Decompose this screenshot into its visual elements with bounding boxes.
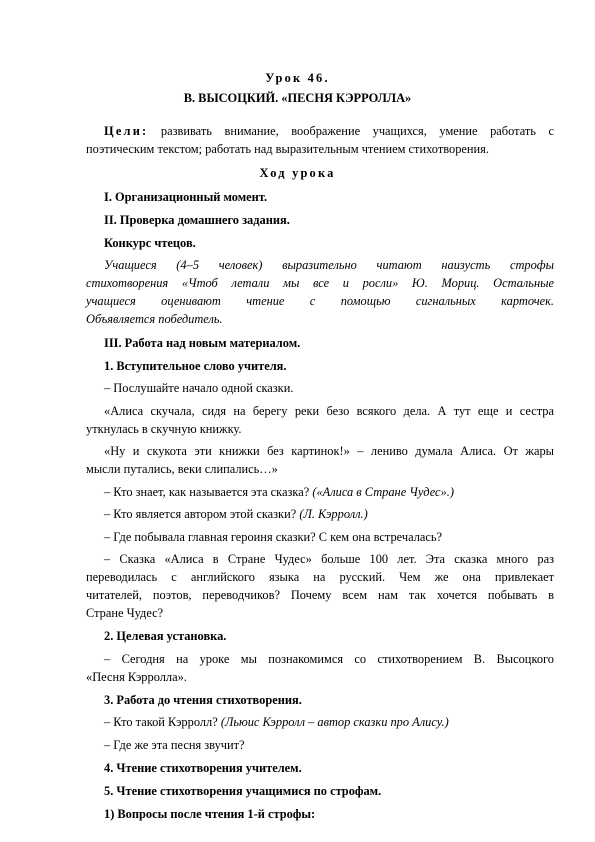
- lesson-number: Урок 46.: [265, 71, 330, 85]
- fairy-line: переводилась с английского языка на русский. Чем же она привлекает: [86, 570, 554, 584]
- question-line: – Кто такой Кэрролл? (Льюис Кэрролл – автор сказки про Алису.): [104, 715, 449, 729]
- point-first-stanza-questions: 1) Вопросы после чтения 1-й строфы:: [104, 807, 316, 821]
- today-line: – Сегодня на уроке мы познакомимся со стихотворением В. Высоцкого: [104, 652, 554, 666]
- contest-line: учащиеся оценивают чтение с помощью сигнальных карточек.: [86, 294, 554, 308]
- contest-line: стихотворения «Чтоб летали мы все и росли» Ю. Мориц. Остальные: [86, 276, 554, 290]
- question-line: – Где же эта песня звучит?: [104, 738, 245, 752]
- point-pre-reading: 3. Работа до чтения стихотворения.: [104, 693, 302, 707]
- quote-line: «Алиса скучала, сидя на берегу реки безо всякого дела. А тут еще и сестра: [104, 404, 554, 418]
- section-new-material: III. Работа над новым материалом.: [104, 336, 301, 350]
- answer-text: (Льюис Кэрролл – автор сказки про Алису.): [220, 715, 449, 729]
- goals-line-1: Цели: развивать внимание, воображение учащихся, умение работать с: [104, 124, 554, 138]
- teacher-line: – Послушайте начало одной сказки.: [104, 381, 294, 395]
- fairy-line: Стране Чудес?: [86, 606, 164, 620]
- course-heading: Ход урока: [259, 166, 336, 180]
- contest-heading: Конкурс чтецов.: [104, 236, 196, 250]
- question-line: – Где побывала главная героиня сказки? С кем она встречалась?: [104, 530, 443, 544]
- today-line: «Песня Кэрролла».: [86, 670, 187, 684]
- question-line: – Кто является автором этой сказки? (Л. Кэрролл.): [104, 507, 368, 521]
- fairy-line: читателей, поэтов, переводчиков? Почему всем нам так хочется побывать в: [86, 588, 554, 602]
- fairy-line: – Сказка «Алиса в Стране Чудес» больше 100 лет. Эта сказка много раз: [104, 552, 554, 566]
- point-teacher-reading: 4. Чтение стихотворения учителем.: [104, 761, 302, 775]
- point-student-reading: 5. Чтение стихотворения учащимися по строфам.: [104, 784, 382, 798]
- answer-text: («Алиса в Стране Чудес».): [312, 485, 454, 499]
- section-homework: II. Проверка домашнего задания.: [104, 213, 290, 227]
- quote-line: мысли путались, веки слипались…»: [86, 462, 278, 476]
- answer-text: (Л. Кэрролл.): [299, 507, 368, 521]
- question-line: – Кто знает, как называется эта сказка? («Алиса в Стране Чудес».): [104, 485, 454, 499]
- quote-line: «Ну и скукота эти книжки без картинок!» – лениво думала Алиса. От жары: [104, 444, 554, 458]
- goals-label: Цели:: [104, 124, 149, 138]
- section-organizational: I. Организационный момент.: [104, 190, 268, 204]
- contest-line: Учащиеся (4–5 человек) выразительно читают наизусть строфы: [104, 258, 554, 272]
- goals-line-2: поэтическим текстом; работать над выразительным чтением стихотворения.: [86, 142, 489, 156]
- quote-line: уткнулась в скучную книжку.: [86, 422, 242, 436]
- point-goal-setting: 2. Целевая установка.: [104, 629, 227, 643]
- lesson-title: В. ВЫСОЦКИЙ. «ПЕСНЯ КЭРРОЛЛА»: [183, 91, 412, 105]
- contest-line: Объявляется победитель.: [86, 312, 223, 326]
- point-intro-word: 1. Вступительное слово учителя.: [104, 359, 287, 373]
